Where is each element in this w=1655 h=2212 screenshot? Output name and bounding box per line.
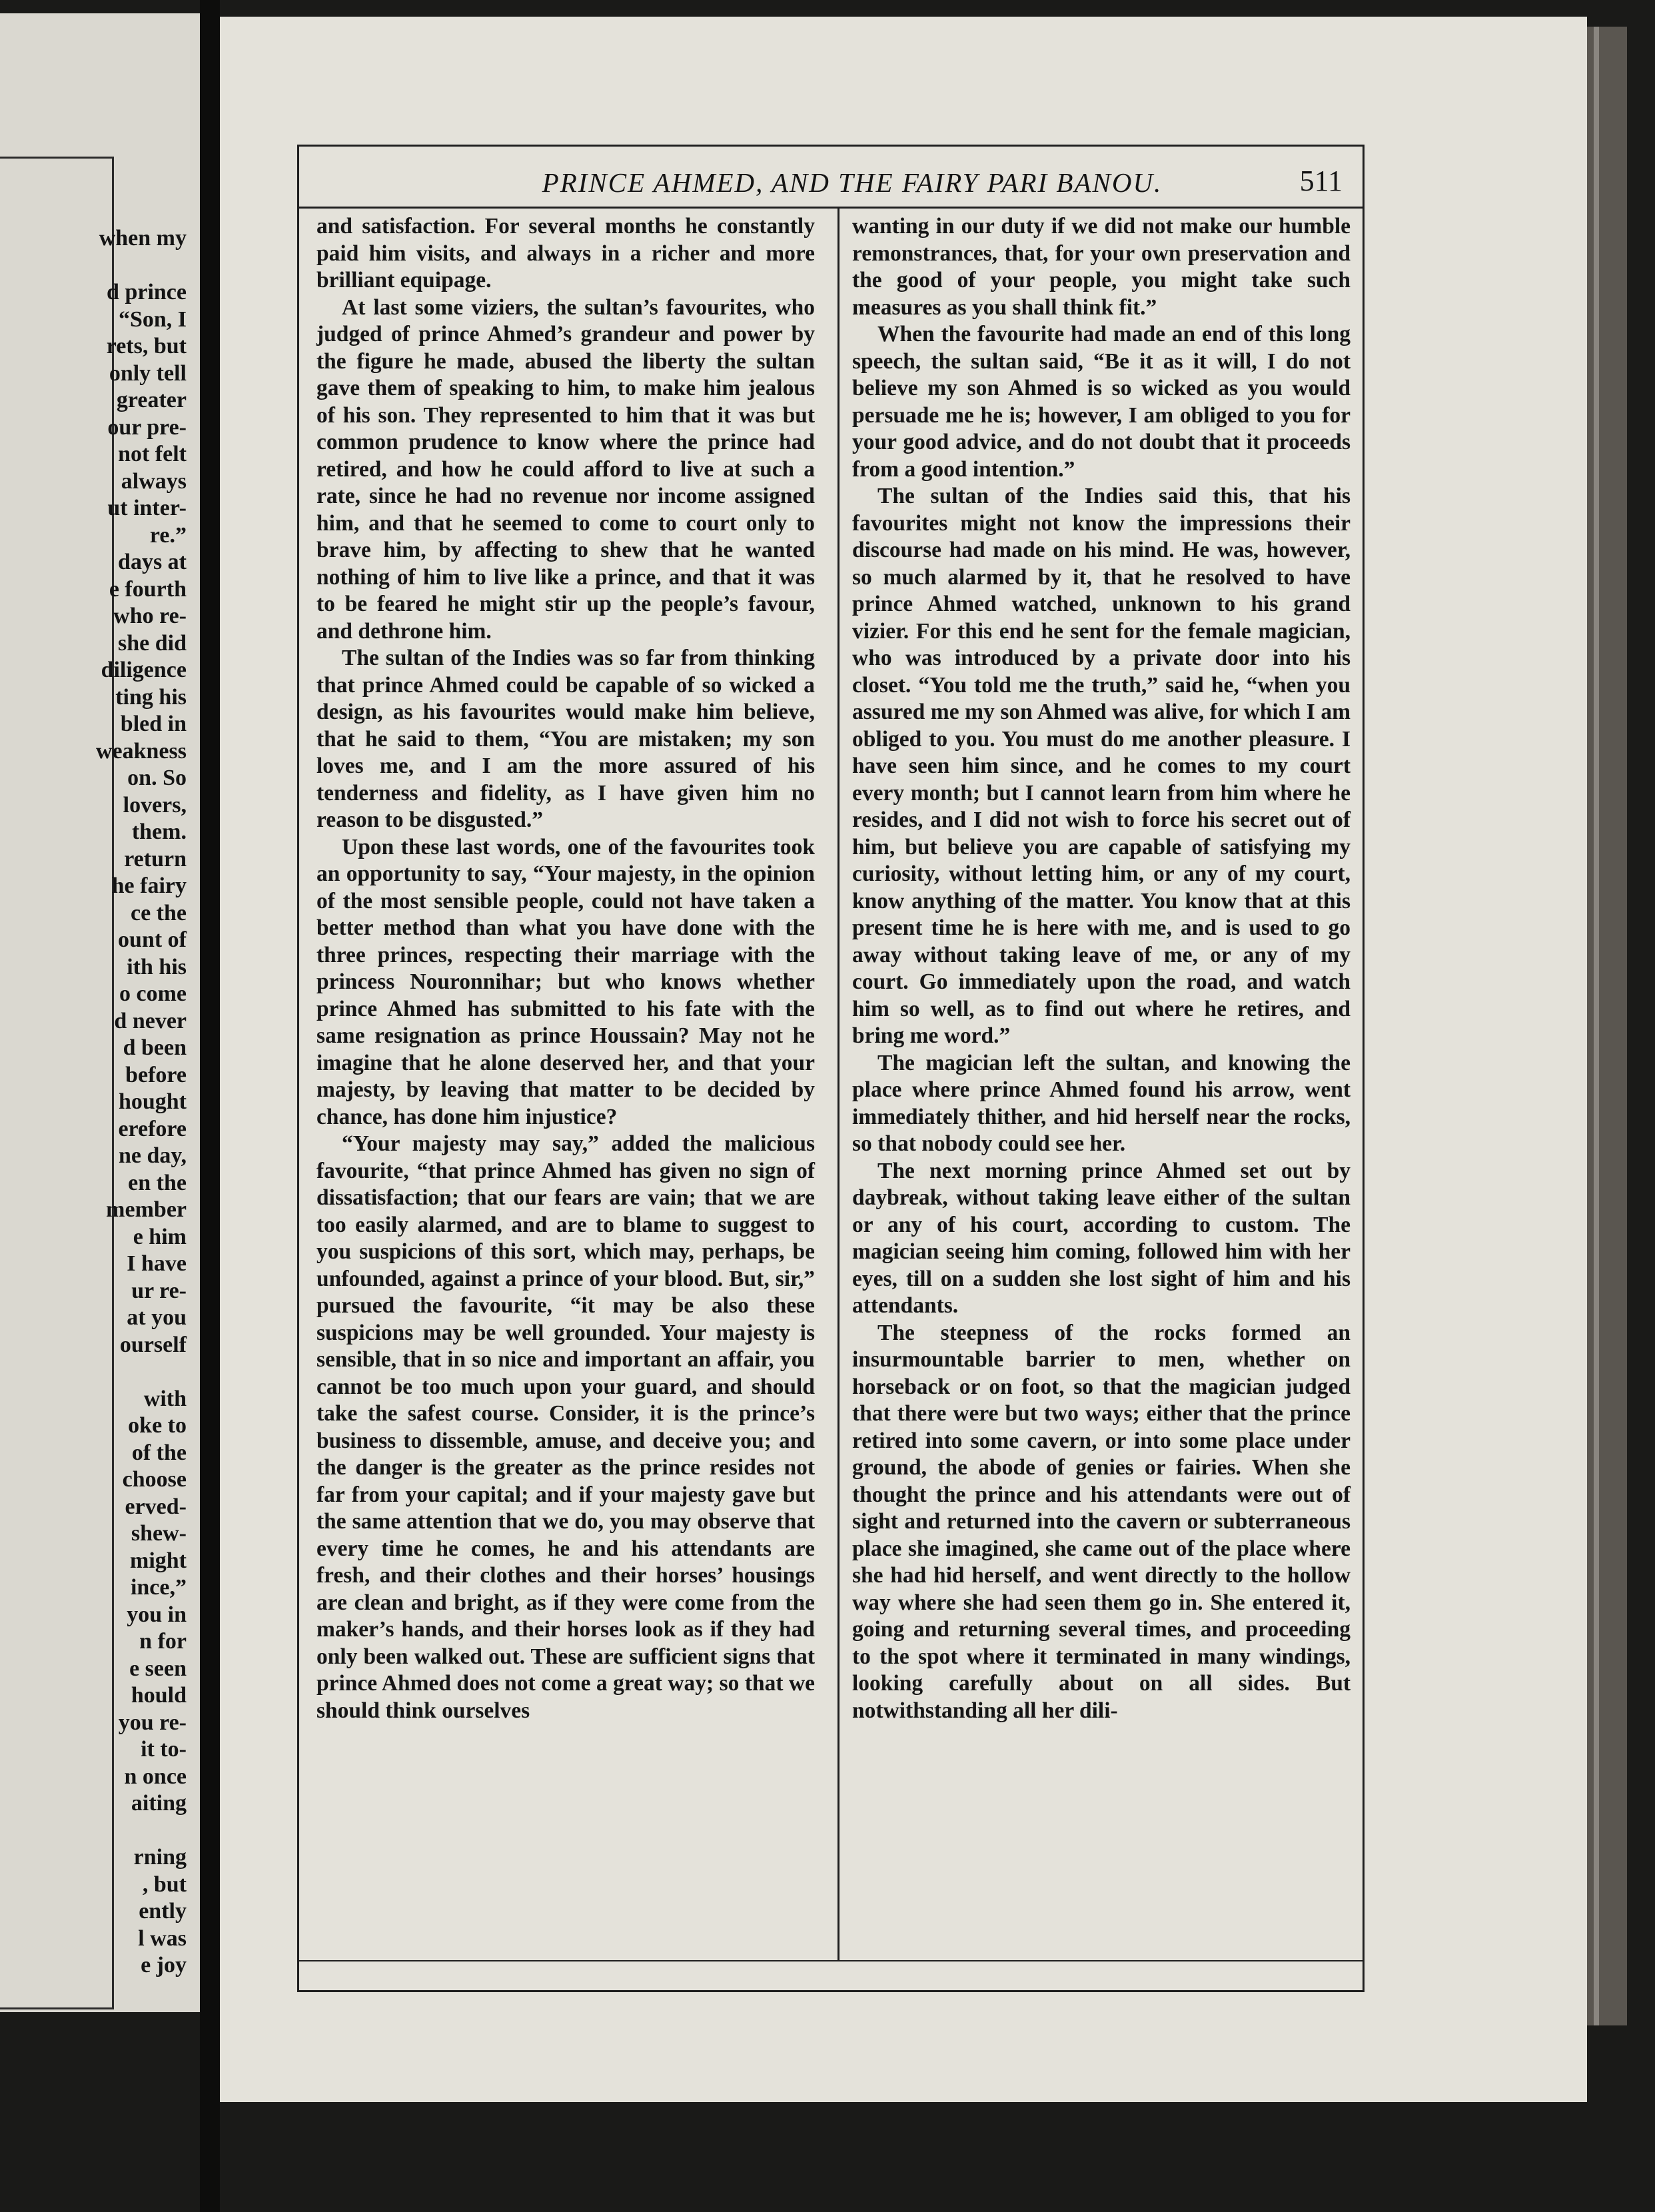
facing-page-line: n once (124, 1764, 187, 1789)
facing-page-line: choose (122, 1467, 187, 1492)
text-frame (297, 145, 1365, 1992)
facing-page-line: them. (131, 820, 187, 844)
facing-page-line: ount of (118, 927, 187, 952)
page-edge-highlight (1594, 27, 1599, 2025)
facing-page-line: , but (142, 1872, 187, 1897)
facing-page-text (96, 225, 187, 1979)
facing-page-line: e fourth (109, 576, 187, 602)
facing-page-line: n for (139, 1629, 187, 1654)
facing-page-line: on. So (127, 766, 187, 790)
facing-page-line: ince,” (130, 1575, 187, 1600)
facing-page-line: re.” (149, 522, 187, 548)
facing-page-line: o come (119, 981, 187, 1006)
paragraph: The sultan of the Indies was so far from thinking that prince Ahmed could be capable of so wicked a design, as his favourites would make him believe, that he said to them, “You are mistaken; my son loves me, and I am the more assured of his tenderness and fidelity, as I have given him no reason to be disgusted.” (316, 646, 815, 832)
facing-page-line: weakness (95, 738, 187, 764)
paragraph: The next morning prince Ahmed set out by daybreak, without taking leave either of the sultan or any of his court, according to custom. The magician seeing him coming, followed him with her eyes, till on a sudden she lost sight of him and his attendants. (852, 1158, 1351, 1318)
facing-page-line: d been (123, 1035, 187, 1060)
paragraph: When the favourite had made an end of this long speech, the sultan said, “Be it as it will, I do not believe my son Ahmed is so wicked as you would persuade me he is; however, I am obliged to you for your good advice, and do not doubt that it proceeds from a good intention.” (852, 322, 1351, 482)
facing-page-line: I have (127, 1251, 187, 1276)
text-column-right (852, 213, 1351, 1724)
paragraph: The steepness of the rocks formed an insurmountable barrier to men, whether on horseback or on foot, so that the magician judged that there were but two ways; either that the prince retired into some cavern, or into some place under ground, the abode of genies or fairies. When she thought the prince and his attendants were out of sight and returned into the cavern or subterraneous place she imagined, she came out of the place where she had hid herself, and went directly to the hollow way where she had seen them go in. She entered it, going and returning several times, and proceeding to the spot where it terminated in many windings, looking carefully about on all sides. But notwithstanding all her dili- (852, 1320, 1351, 1723)
facing-page-line: might (130, 1548, 187, 1573)
facing-page-line: ith his (127, 954, 187, 979)
facing-page-line: with (143, 1386, 187, 1411)
facing-page-line (96, 1818, 187, 1845)
facing-page-line: of the (131, 1440, 187, 1465)
facing-page-line: days at (118, 550, 187, 574)
page-number: 511 (1299, 165, 1343, 197)
facing-page-line: ting his (115, 684, 187, 710)
book-gutter (200, 0, 220, 2212)
paragraph: wanting in our duty if we did not make our humble remonstrances, that, for your own preservation and the good of your people, you might take such measures as you shall think fit.” (852, 214, 1351, 320)
facing-page-line: hould (131, 1683, 187, 1708)
text-column-left (316, 213, 815, 1724)
facing-page-line: d never (114, 1008, 187, 1033)
facing-page-line (96, 1359, 187, 1386)
facing-page-line (96, 253, 187, 280)
facing-page-line: before (125, 1062, 187, 1087)
facing-page-line: rets, but (106, 334, 187, 358)
facing-page-line: e joy (141, 1953, 187, 1977)
running-head: PRINCE AHMED, AND THE FAIRY PARI BANOU. (542, 167, 1163, 198)
facing-page-line: at you (127, 1305, 187, 1330)
facing-page-line: e him (133, 1224, 187, 1249)
facing-page-line: ently (139, 1899, 187, 1924)
facing-page-line: d prince (107, 280, 187, 304)
paragraph: and satisfaction. For several months he constantly paid him visits, and always in a richer and more brilliant equipage. (316, 214, 815, 292)
facing-page-line: greater (116, 388, 187, 412)
paragraph: “Your majesty may say,” added the malicious favourite, “that prince Ahmed has given no sign of dissatisfaction; that our fears are vain; that we are too easily alarmed, and are to blame to suggest to you suspicions of this sort, which may, perhaps, be unfounded, against a prince of your blood. But, sir,” pursued the favourite, “it may be also these suspicions may be well grounded. Your majesty is sensible, that in so nice and important an affair, you cannot be too much upon your guard, and should take the safest course. Consider, it is the prince’s business to dissemble, amuse, and deceive you; and the danger is the greater as the prince resides not far from your capital; and if your majesty gave but the same attention that we do, you may observe that every time he comes, he and his attendants are fresh, and their clothes and their horses’ housings are clean and bright, as if they were come from the maker’s hands, and their horses look as if they had only been walked out. These are sufficient signs that prince Ahmed does not come a great way; so that we should think ourselves (316, 1131, 815, 1723)
facing-page-line: rning (133, 1845, 187, 1870)
facing-page-line: member (106, 1197, 187, 1222)
facing-page-line: not felt (118, 442, 187, 466)
facing-page-line: shew- (131, 1521, 187, 1546)
facing-page-line: “Son, I (118, 306, 187, 332)
facing-page-line: who re- (113, 604, 187, 628)
facing-page-line: he fairy (111, 873, 187, 898)
paragraph: The magician left the sultan, and knowing the place where prince Ahmed found his arrow, went immediately thither, and hid herself near the rocks, so that nobody could see her. (852, 1050, 1351, 1156)
facing-page-line: bled in (120, 712, 187, 736)
facing-page-line: e seen (129, 1656, 187, 1681)
facing-page-line: she did (118, 630, 187, 656)
page-edges (1587, 27, 1627, 2025)
facing-page-line: you re- (118, 1710, 187, 1735)
facing-page-line: hought (118, 1089, 187, 1114)
header-rule (299, 207, 1363, 209)
bottom-rule (299, 1960, 1363, 1961)
paragraph: Upon these last words, one of the favourites took an opportunity to say, “Your majesty, in the opinion of the most sensible people, could not have taken a better method than what you have done with the three princes, respecting their marriage with the princess Nouronnihar; but who knows whether prince Ahmed has submitted to his fate with the same resignation as prince Houssain? May not he imagine that he alone deserved her, and that your majesty, by leaving that matter to be decided by chance, has done him injustice? (316, 834, 815, 1129)
facing-page-line: when my (99, 226, 187, 251)
facing-page-line: lovers, (123, 792, 187, 818)
facing-page-line: diligence (101, 658, 187, 682)
facing-page-line: ur re- (131, 1278, 187, 1303)
facing-page-line: erefore (118, 1116, 187, 1141)
facing-page-line: erved- (125, 1494, 187, 1519)
facing-page-line: you in (127, 1602, 187, 1627)
paragraph: The sultan of the Indies said this, that his favourites might not know the impressions their discourse had made on his mind. He was, however, so much alarmed by it, that he resolved to have prince Ahmed watched, unknown to his grand vizier. For this end he sent for the female magician, who was introduced by a private door into his closet. “You told me the truth,” said he, “when you assured me my son Ahmed was alive, for which I am obliged to you. You must do me another pleasure. I have seen him since, and he comes to my court every month; but I cannot learn from him where he resides, and I did not wish to force his secret out of him, but believe you are capable of satisfying my curiosity, without letting him, or any of my court, know anything of the matter. You know that at this present time he is here with me, and is used to go away without taking leave of me, or any of my court. Go immediately upon the road, and watch him so well, as to find out where he retires, and bring me word.” (852, 484, 1351, 1048)
facing-page-line: always (121, 468, 187, 494)
facing-page-line: ne day, (118, 1143, 187, 1168)
facing-page-line: l was (138, 1926, 187, 1951)
facing-page-line: ce the (130, 900, 187, 925)
facing-page (0, 13, 200, 2012)
paragraph: At last some viziers, the sultan’s favourites, who judged of prince Ahmed’s grandeur and power by the figure he made, abused the liberty the sultan gave them of speaking to him, to make him jealous of his son. They represented to him that it was but common prudence to know where the prince had retired, and how he could afford to live at such a rate, since he had no revenue nor income assigned him, and that he seemed to come to court only to brave him, by affecting to shew that he wanted nothing of him to live like a prince, and that it was to be feared he might stir up the people’s favour, and dethrone him. (316, 294, 815, 644)
facing-page-line: return (124, 846, 187, 871)
facing-page-line: only tell (109, 360, 187, 386)
facing-page-line: our pre- (107, 414, 187, 440)
facing-page-line: ourself (119, 1332, 187, 1357)
facing-page-line: it to- (141, 1737, 187, 1762)
column-rule (837, 209, 839, 1961)
facing-page-line: oke to (128, 1413, 187, 1438)
facing-page-line: aiting (131, 1791, 187, 1816)
facing-page-line: ut inter- (107, 496, 187, 520)
facing-page-line: en the (128, 1170, 187, 1195)
